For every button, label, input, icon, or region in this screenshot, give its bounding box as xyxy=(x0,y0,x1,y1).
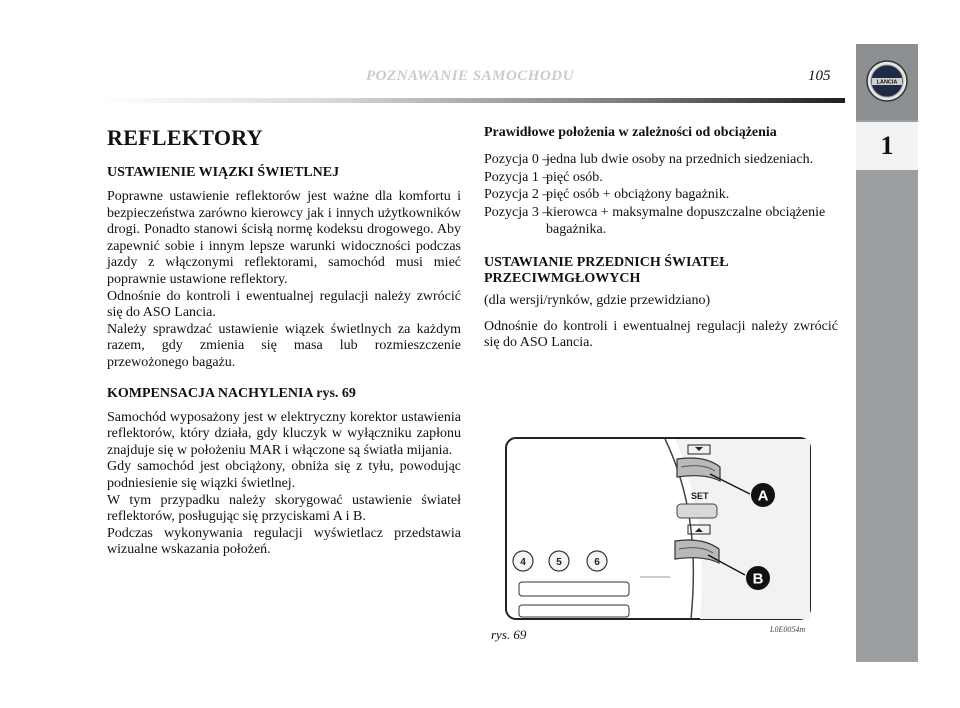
section-title-tilt-compensation: KOMPENSACJA NACHYLENIA rys. 69 xyxy=(107,385,356,401)
callout-b: B xyxy=(752,570,764,588)
section-title-fog-lights: USTAWIANIE PRZEDNICH ŚWIATEŁ PRZECIWMGŁOWYCH xyxy=(484,254,729,286)
header-rule xyxy=(100,98,845,103)
paragraph: Odnośnie do kontroli i ewentualnej regulacji należy zwrócić się do ASO Lancia. xyxy=(107,288,461,321)
logo-text: LANCIA xyxy=(876,79,898,86)
paragraph: Poprawne ustawienie reflektorów jest ważne dla komfortu i bezpieczeństwa zarówno kierowcy jak i innych użytkowników drogi. Ponadto stanowi ścisłą normę kodeksu drogowego. Aby zapewnić sobie i innym lepsze warunki widoczności podczas jazdy z włączonymi reflektorami, samochód musi mieć poprawnie ustawione reflektory. xyxy=(107,189,461,287)
list-item: Pozycja 2 – pięć osób + obciążony bagażnik. xyxy=(484,187,730,202)
paragraph: Samochód wyposażony jest w elektryczny korektor ustawienia reflektorów, który działa, gdy kluczyk w wyłączniku zapłonu znajduje się w położeniu MAR i włączone są światła mijania. xyxy=(107,409,461,458)
paragraph: W tym przypadku należy skorygować ustawienie świateł reflektorów, posługując się przyciskami A i B. xyxy=(107,492,461,525)
main-title: REFLEKTORY xyxy=(107,125,263,150)
list-item: Pozycja 1 – pięć osób. xyxy=(484,169,603,185)
paragraph: Podczas wykonywania regulacji wyświetlacz przedstawia wizualne wskazania położeń. xyxy=(107,525,461,558)
callout-a: A xyxy=(757,487,769,505)
paragraph: Należy sprawdzać ustawienie wiązek świetlnych za każdym razem, gdy zmienia się masa lub rozmieszczenie przewożonego bagażu. xyxy=(107,321,461,370)
lancia-logo-icon xyxy=(866,60,908,102)
figure-caption: rys. 69 xyxy=(491,627,527,642)
list-item: Pozycja 3 – kierowca + maksymalne dopuszczalne obciążenie bagażnika. xyxy=(484,204,826,237)
svg-text:5: 5 xyxy=(556,557,562,568)
positions-title: Prawidłowe położenia w zależności od obciążenia xyxy=(484,125,777,140)
figure-code: L0E0054m xyxy=(770,625,806,634)
section-subtitle: (dla wersji/rynków, gdzie przewidziano) xyxy=(484,292,711,308)
preset-button-6 xyxy=(587,551,607,571)
page-number: 105 xyxy=(808,68,831,84)
svg-text:4: 4 xyxy=(520,557,526,568)
set-label: SET xyxy=(691,491,709,501)
positions-list xyxy=(484,151,838,239)
paragraph: Odnośnie do kontroli i ewentualnej regulacji należy zwrócić się do ASO Lancia. xyxy=(484,318,838,351)
figure-headlight-control xyxy=(505,437,811,620)
left-column xyxy=(107,125,461,559)
paragraph: Gdy samochód jest obciążony, obniża się z tyłu, powodując podniesienie się wiązki świetlnej. xyxy=(107,459,461,491)
chapter-number: 1 xyxy=(856,122,918,170)
preset-button-4 xyxy=(513,551,533,571)
right-column xyxy=(484,125,838,364)
preset-button-5 xyxy=(549,551,569,571)
list-item: Pozycja 0 – jedna lub dwie osoby na przednich siedzeniach. xyxy=(484,152,814,167)
section-title-beam-adjust: USTAWIENIE WIĄZKI ŚWIETLNEJ xyxy=(107,165,340,180)
running-header-title: POZNAWANIE SAMOCHODU xyxy=(366,68,574,84)
svg-text:6: 6 xyxy=(594,557,600,568)
